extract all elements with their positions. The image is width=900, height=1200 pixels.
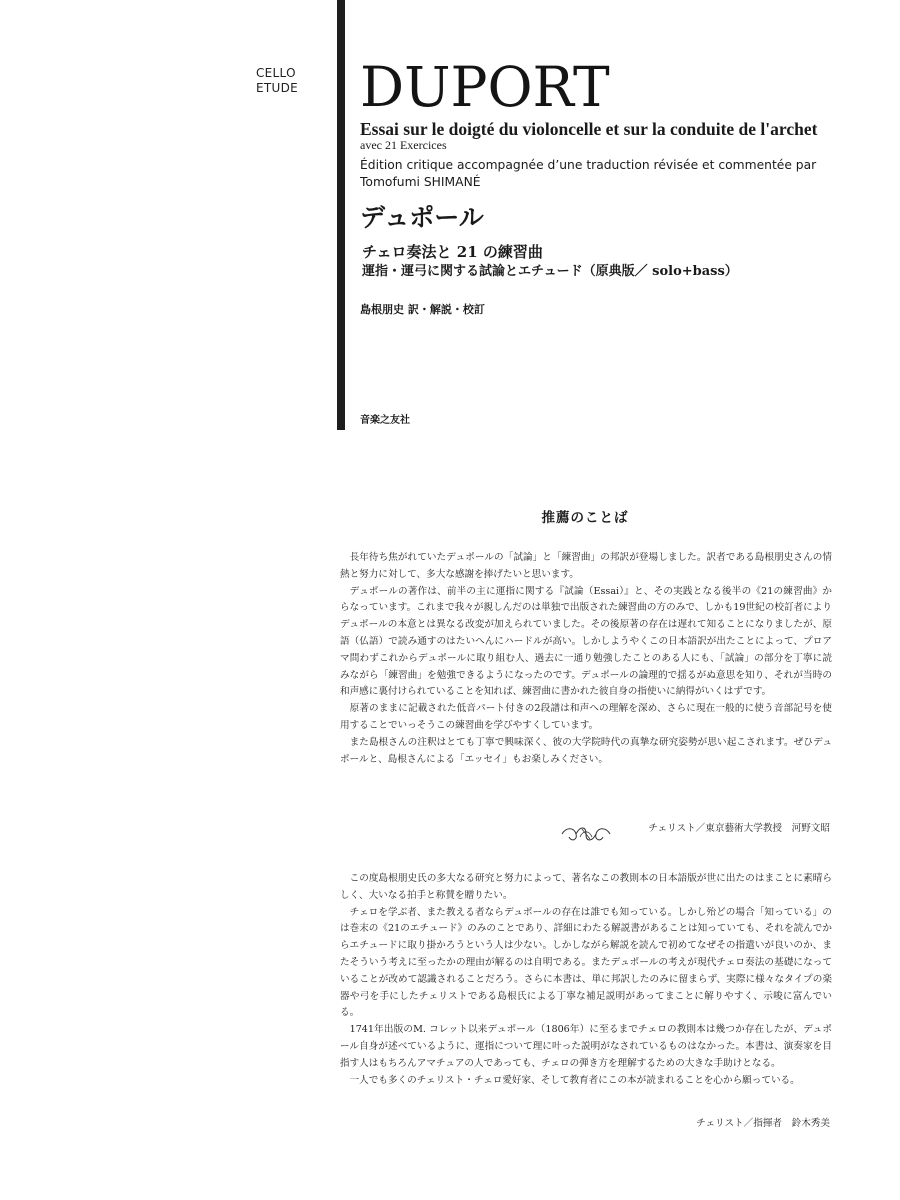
- japanese-subtitle: チェロ奏法と 21 の練習曲: [362, 243, 543, 261]
- paragraph: チェロを学ぶ者、また教える者ならデュポールの存在は誰でも知っている。しかし殆どの場合「知っている」のは巻末の《21のエチュード》のみのことであり、詳細にわたる解説書があることは知っていても、それを読んでからエチュードに取り掛かろうという人は少ない。しかしながら解説を読んで初めてなぜその指遣いが良いのか、またそういう考えに至ったかの理由が解るのは自明である。またデュポールの考えが現代チェロ奏法の基礎になっていることが改めて認識されることだろう。さらに本書は、単に邦訳したのみに留まらず、実際に様々なタイプの楽器や弓を手にしたチェリストである島根氏による丁寧な補足説明があってまことに解りやすく、示唆に富んでいる。: [340, 906, 832, 1019]
- japanese-title: デュポール: [360, 203, 484, 232]
- recommendation-heading: 推薦のことば: [541, 510, 629, 526]
- edition-note: [360, 157, 840, 191]
- composer-name: DUPORT: [360, 55, 610, 119]
- paragraph: また島根さんの注釈はとても丁寧で興味深く、彼の大学院時代の真摯な研究姿勢が思い起こされます。ぜひデュポールと、島根さんによる「エッセイ」もお楽しみください。: [340, 736, 832, 765]
- french-title: Essai sur le doigté du violoncelle et sur la conduite de l'archet: [360, 119, 818, 139]
- paragraph: 一人でも多くのチェリスト・チェロ愛好家、そして教育者にこの本が読まれることを心から願っている。: [349, 1074, 800, 1086]
- paragraph: 長年待ち焦がれていたデュポールの「試論」と「練習曲」の邦訳が登場しました。訳者である島根朋史さんの情熱と努力に対して、多大な感謝を捧げたいと思います。: [340, 552, 832, 580]
- paragraph: 原著のままに記載された低音パート付きの2段譜は和声への理解を深め、さらに現在一般的に使う音部記号を使用することでいっそうこの練習曲を学びやすくしています。: [340, 703, 832, 731]
- signature-second: チェリスト／指揮者 鈴木秀美: [696, 1118, 830, 1129]
- ornament-divider-icon: [558, 822, 614, 846]
- french-subtitle: avec 21 Exercices: [360, 138, 447, 152]
- recommendation-second: [340, 871, 832, 1089]
- cover-section: [0, 0, 900, 470]
- paragraph: この度島根朋史氏の多大なる研究と努力によって、著名なこの教則本の日本語版が世に出たのはまことに素晴らしく、大いなる拍手と称賛を贈りたい。: [340, 873, 832, 901]
- edition-line: Tomofumi SHIMANÉ: [360, 175, 481, 189]
- paragraph: 1741年出版のM. コレット以来デュポール（1806年）に至るまでチェロの教則本は幾つか存在したが、デュポール自身が述べているように、運指について理に叶った説明がなされているものはなかった。本書は、演奏家を目指す人はもちろんアマチュアの人であっても、チェロの弾き方を理解するための大きな手助けとなる。: [340, 1024, 832, 1069]
- signature-first: チェリスト／東京藝術大学教授 河野文昭: [648, 823, 830, 834]
- publisher-name: 音楽之友社: [360, 415, 410, 426]
- series-label: [256, 66, 326, 96]
- recommendation-first: [340, 550, 832, 768]
- translator-credit: 島根朋史 訳・解説・校訂: [360, 303, 485, 316]
- edition-line: Édition critique accompagnée d’une traduction révisée et commentée par: [360, 158, 817, 172]
- series-line: CELLO: [256, 66, 296, 80]
- japanese-subtitle-2: 運指・運弓に関する試論とエチュード（原典版／ solo+bass）: [362, 264, 738, 279]
- series-line: ETUDE: [256, 81, 299, 95]
- vertical-rule: [337, 0, 345, 430]
- recommendation-section: [0, 500, 900, 1200]
- paragraph: デュポールの著作は、前半の主に運指に関する『試論（Essai）』と、その実践となる後半の《21の練習曲》からなっています。これまで我々が親しんだのは単独で出版された練習曲の方のみで、しかも19世紀の校訂者によりデュポールの本意とは異なる改変が加えられていました。その後原著の存在は遅れて知ることになりましたが、原語（仏語）で読み通すのはたいへんにハードルが高い。しかしようやくこの日本語訳が出たことによって、プロアマ問わずこれからデュポールに取り組む人、過去に一通り勉強したことのある人にも、「試論」の部分を丁寧に読みながら「練習曲」を勉強できるようになったのです。デュポールの論理的で揺るがぬ意思を知り、それが当時の和声感に裏付けられていることを知れば、練習曲に書かれた彼自身の指使いに納得がいくはずです。: [340, 585, 832, 698]
